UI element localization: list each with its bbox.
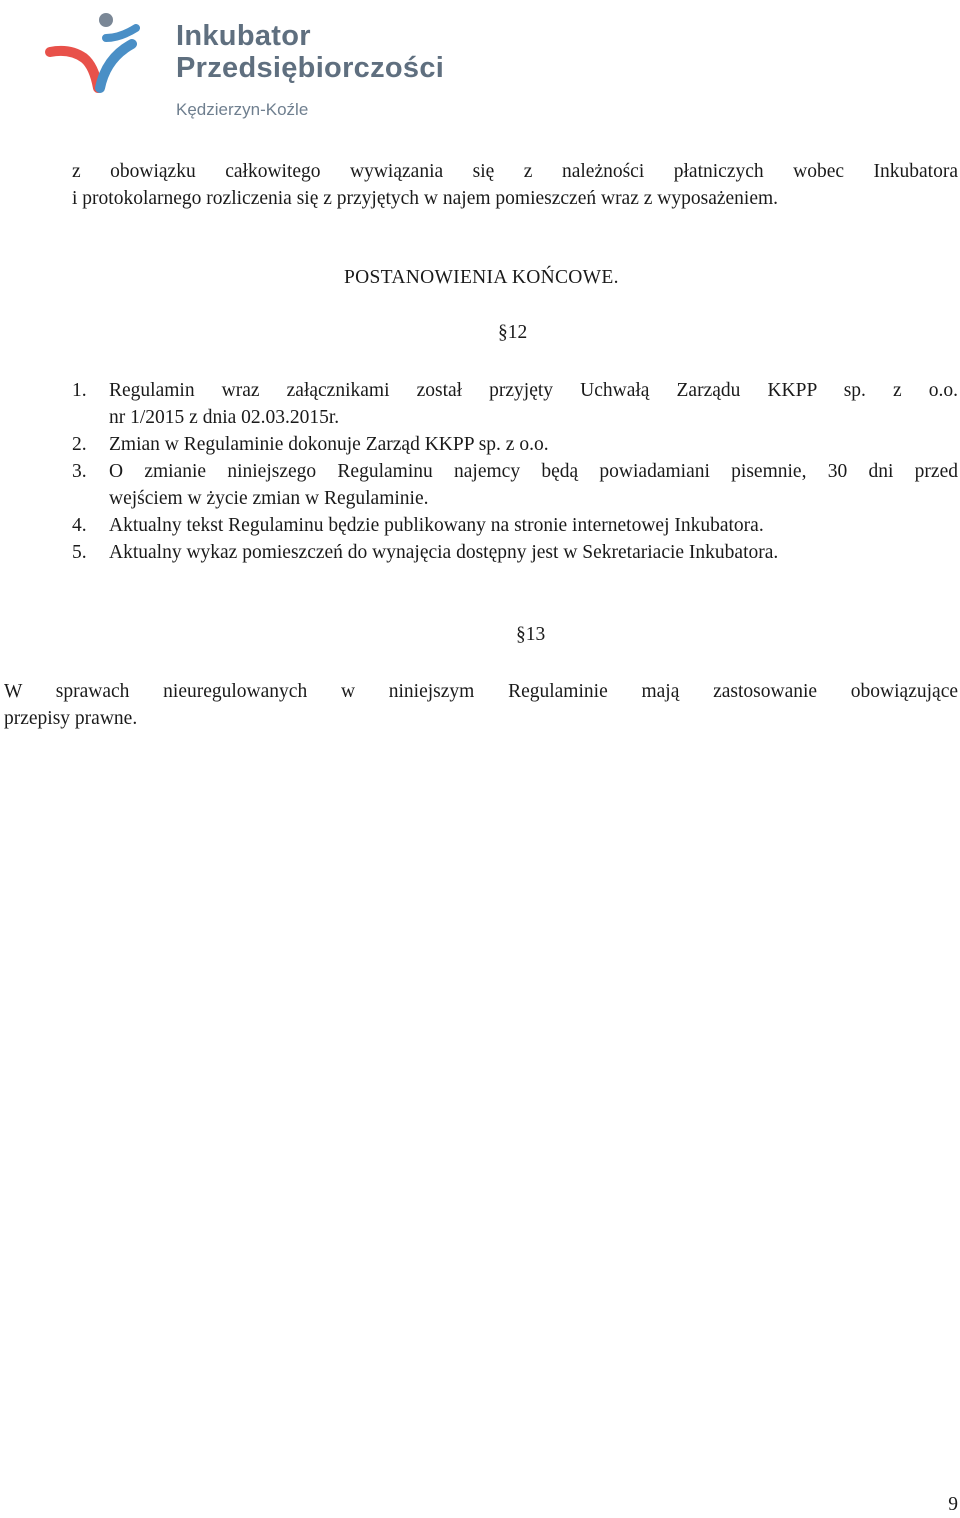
intro-line-2: i protokolarnego rozliczenia się z przyjętych w najem pomieszczeń wraz z wyposażeniem. [72, 188, 779, 209]
closing-line-2: przepisy prawne. [4, 708, 138, 729]
logo-line1: Inkubator [176, 20, 311, 52]
list-item-text: O zmianie niniejszego Regulaminu najemcy będą powiadamiani pisemnie, 30 dni przed [109, 461, 958, 482]
list-item [72, 431, 958, 458]
list-item [72, 377, 958, 431]
list-item [72, 512, 958, 539]
list-item-number: 3. [72, 461, 87, 482]
list-item-text: Aktualny tekst Regulaminu będzie publikowany na stronie internetowej Inkubatora. [109, 515, 764, 536]
list-item-text: Zmian w Regulaminie dokonuje Zarząd KKPP sp. z o.o. [109, 434, 549, 455]
section-heading: POSTANOWIENIA KOŃCOWE. [344, 267, 619, 288]
list-item [72, 539, 958, 566]
logo-city: Kędzierzyn-Koźle [176, 100, 309, 119]
list-item-number: 4. [72, 515, 87, 536]
page-number: 9 [948, 1494, 958, 1515]
closing-line-1: W sprawach nieuregulowanych w niniejszym Regulaminie mają zastosowanie obowiązujące [4, 681, 958, 702]
list-item-text: Regulamin wraz załącznikami został przyjęty Uchwałą Zarządu KKPP sp. z o.o. [109, 380, 958, 401]
logo-mark-icon [40, 8, 160, 98]
logo-line2: Przedsiębiorczości [176, 52, 445, 84]
intro-paragraph [72, 158, 958, 212]
list-item-text: nr 1/2015 z dnia 02.03.2015r. [109, 407, 340, 428]
list-item-number: 5. [72, 542, 87, 563]
list-item-text: wejściem w życie zmian w Regulaminie. [109, 488, 429, 509]
list-item-text: Aktualny wykaz pomieszczeń do wynajęcia dostępny jest w Sekretariacie Inkubatora. [109, 542, 779, 563]
list-item-number: 1. [72, 380, 87, 401]
list-item [72, 458, 958, 512]
section-12-title: §12 [498, 322, 528, 343]
closing-paragraph [4, 678, 958, 732]
logo [40, 8, 470, 128]
section-13-title: §13 [516, 624, 546, 645]
intro-line-1: z obowiązku całkowitego wywiązania się z należności płatniczych wobec Inkubatora [72, 161, 958, 182]
provisions-list [72, 377, 958, 566]
list-item-number: 2. [72, 434, 87, 455]
